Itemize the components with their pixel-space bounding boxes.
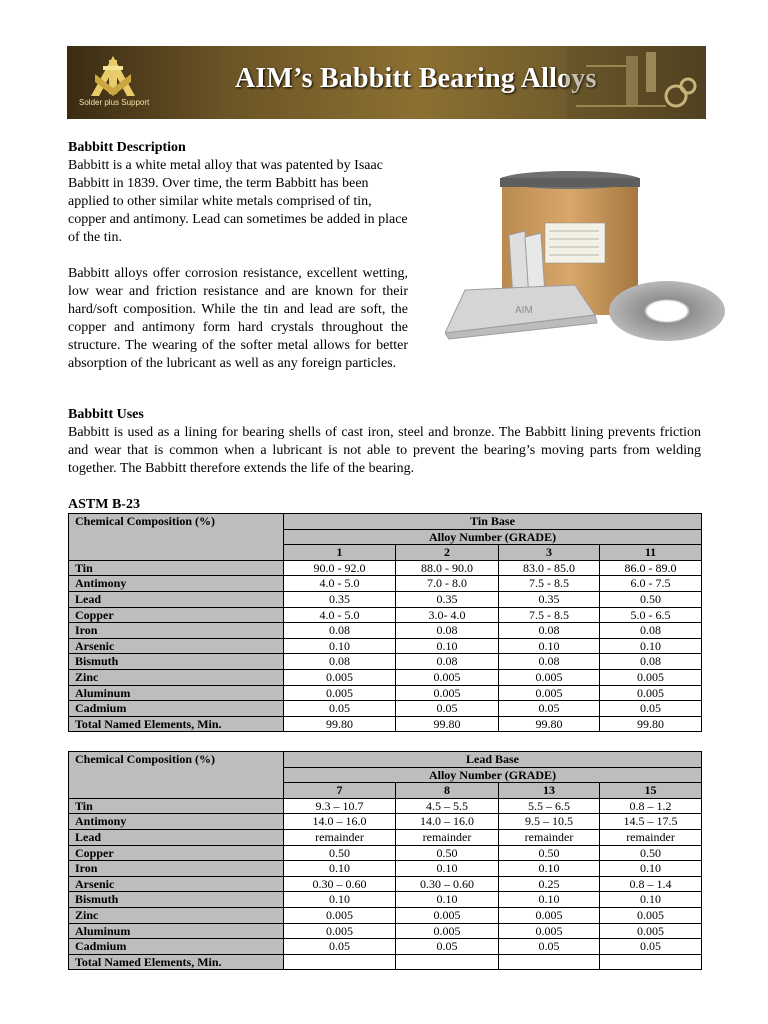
table-cell: 0.10 [499, 892, 600, 908]
table-cell: remainder [396, 829, 499, 845]
table-cell: 99.80 [600, 716, 702, 732]
grade-header: 11 [600, 545, 702, 561]
table-cell: 0.08 [600, 623, 702, 639]
table-cell: 0.25 [499, 876, 600, 892]
table-cell: 0.8 – 1.4 [600, 876, 702, 892]
table-row [69, 607, 702, 623]
table-cell: 4.5 – 5.5 [396, 798, 499, 814]
table-cell: 0.005 [499, 923, 600, 939]
element-label: Arsenic [69, 876, 284, 892]
table-cell: remainder [600, 829, 702, 845]
element-label: Iron [69, 861, 284, 877]
alloy-number-header: Alloy Number (GRADE) [284, 767, 702, 783]
uses-heading: Babbitt Uses [68, 407, 144, 422]
table-cell: 0.05 [499, 701, 600, 717]
base-header: Tin Base [284, 514, 702, 530]
table-row [69, 716, 702, 732]
table-row [69, 923, 702, 939]
logo-tagline: Solder plus Support [79, 98, 150, 107]
grade-header: 15 [600, 783, 702, 799]
table-cell: 0.10 [396, 892, 499, 908]
table-cell: 5.0 - 6.5 [600, 607, 702, 623]
table-cell: 0.005 [600, 685, 702, 701]
element-label: Total Named Elements, Min. [69, 716, 284, 732]
element-label: Copper [69, 607, 284, 623]
table-cell: 0.10 [499, 861, 600, 877]
table-cell: 0.08 [499, 623, 600, 639]
table-cell: 0.005 [600, 907, 702, 923]
element-label: Arsenic [69, 638, 284, 654]
table-cell: 0.05 [396, 701, 499, 717]
element-label: Antimony [69, 576, 284, 592]
element-label: Lead [69, 829, 284, 845]
table-row [69, 892, 702, 908]
table-cell [600, 954, 702, 970]
uses-paragraph: Babbitt is used as a lining for bearing shells of cast iron, steel and bronze. The Babbitt lining prevents friction and wear that is common when a lubricant is not able to prevent the bearing’s moving parts from welding together. The Babbitt therefore extends the life of the bearing. [68, 425, 701, 476]
table-cell: 99.80 [396, 716, 499, 732]
table-cell: 0.05 [284, 701, 396, 717]
element-label: Zinc [69, 669, 284, 685]
grade-header: 8 [396, 783, 499, 799]
table-cell [396, 954, 499, 970]
table-cell: 6.0 - 7.5 [600, 576, 702, 592]
table-row [69, 591, 702, 607]
table-cell: 88.0 - 90.0 [396, 560, 499, 576]
table-cell: 0.08 [396, 654, 499, 670]
table-cell: 0.50 [600, 591, 702, 607]
table-cell: 0.30 – 0.60 [284, 876, 396, 892]
element-label: Iron [69, 623, 284, 639]
table-cell: 0.005 [600, 923, 702, 939]
table-cell: 0.50 [499, 845, 600, 861]
table-cell: 3.0- 4.0 [396, 607, 499, 623]
element-label: Cadmium [69, 701, 284, 717]
table-cell: 0.50 [600, 845, 702, 861]
table-cell: 0.005 [284, 923, 396, 939]
table-row [69, 685, 702, 701]
table-cell: 0.08 [284, 654, 396, 670]
table-row [69, 876, 702, 892]
lead-base-table [68, 751, 702, 970]
table-cell: 0.50 [396, 845, 499, 861]
table-cell: 0.005 [396, 923, 499, 939]
element-label: Bismuth [69, 892, 284, 908]
table-cell: 0.05 [600, 701, 702, 717]
element-label: Tin [69, 798, 284, 814]
table-cell: 99.80 [284, 716, 396, 732]
table-cell: 14.0 – 16.0 [396, 814, 499, 830]
table-cell: 7.5 - 8.5 [499, 576, 600, 592]
table-row [69, 861, 702, 877]
element-label: Lead [69, 591, 284, 607]
table-cell: 5.5 – 6.5 [499, 798, 600, 814]
table-row [69, 798, 702, 814]
table-cell: 0.005 [284, 685, 396, 701]
table-cell: 0.10 [284, 638, 396, 654]
table-cell: 0.005 [284, 669, 396, 685]
table-cell: 0.05 [499, 939, 600, 955]
table-cell: 0.005 [396, 907, 499, 923]
table-cell: 0.005 [396, 669, 499, 685]
description-paragraph-2: Babbitt alloys offer corrosion resistance, excellent wetting, low wear and friction resistance and are known for their hard/soft composition. While the tin and lead are soft, the copper and antimony form hard crystals throughout the structure. The wearing of the softer metal allows for better absorption of the lubricant as well as any foreign particles. [68, 266, 408, 371]
table-cell: 0.50 [284, 845, 396, 861]
table-cell: 0.005 [499, 907, 600, 923]
table-cell: 4.0 - 5.0 [284, 576, 396, 592]
circuit-decoration-icon [566, 46, 706, 119]
table-cell: 0.8 – 1.2 [600, 798, 702, 814]
table-cell: 0.05 [600, 939, 702, 955]
table-cell [284, 954, 396, 970]
table-cell: 9.3 – 10.7 [284, 798, 396, 814]
element-label: Tin [69, 560, 284, 576]
table-cell: 0.08 [284, 623, 396, 639]
table-row [69, 654, 702, 670]
table-cell: 0.08 [499, 654, 600, 670]
grade-header: 7 [284, 783, 396, 799]
table-row [69, 814, 702, 830]
element-label: Zinc [69, 907, 284, 923]
table-corner-header: Chemical Composition (%) [69, 752, 284, 799]
table-row [69, 845, 702, 861]
table-cell: 0.005 [499, 685, 600, 701]
table-cell: 14.5 – 17.5 [600, 814, 702, 830]
table-cell [499, 954, 600, 970]
grade-header: 13 [499, 783, 600, 799]
element-label: Aluminum [69, 685, 284, 701]
table-cell: 99.80 [499, 716, 600, 732]
table-cell: 0.10 [600, 861, 702, 877]
astm-heading: ASTM B-23 [68, 497, 140, 512]
table-cell: remainder [284, 829, 396, 845]
table-cell: 83.0 - 85.0 [499, 560, 600, 576]
element-label: Copper [69, 845, 284, 861]
table-cell: 0.10 [284, 861, 396, 877]
table-cell: 0.10 [396, 861, 499, 877]
table-row [69, 954, 702, 970]
element-label: Bismuth [69, 654, 284, 670]
element-label: Cadmium [69, 939, 284, 955]
page-title: AIM’s Babbitt Bearing Alloys [235, 63, 597, 94]
table-cell: 0.005 [284, 907, 396, 923]
table-cell: 7.5 - 8.5 [499, 607, 600, 623]
table-cell: 0.35 [396, 591, 499, 607]
grade-header: 3 [499, 545, 600, 561]
table-corner-header: Chemical Composition (%) [69, 514, 284, 561]
table-cell: 0.35 [499, 591, 600, 607]
table-row [69, 638, 702, 654]
table-cell: 4.0 - 5.0 [284, 607, 396, 623]
table-cell: 0.10 [600, 638, 702, 654]
element-label: Aluminum [69, 923, 284, 939]
header-banner [67, 46, 706, 119]
table-cell: 14.0 – 16.0 [284, 814, 396, 830]
alloy-number-header: Alloy Number (GRADE) [284, 529, 702, 545]
table-cell: 0.10 [284, 892, 396, 908]
table-cell: 0.35 [284, 591, 396, 607]
table-cell: 0.05 [284, 939, 396, 955]
table-cell: 0.08 [600, 654, 702, 670]
table-cell: 0.005 [499, 669, 600, 685]
table-row [69, 907, 702, 923]
product-photo [445, 165, 725, 345]
description-paragraph-1: Babbitt is a white metal alloy that was patented by Isaac Babbitt in 1839. Over time, the term Babbitt has been applied to other similar white metals comprised of tin, copper and antimony. Lead can sometimes be added in place of the tin. [68, 158, 408, 245]
table-row [69, 623, 702, 639]
table-cell: 86.0 - 89.0 [600, 560, 702, 576]
table-row [69, 939, 702, 955]
table-row [69, 829, 702, 845]
table-row [69, 701, 702, 717]
grade-header: 1 [284, 545, 396, 561]
table-cell: 0.30 – 0.60 [396, 876, 499, 892]
ingot-label: AIM [515, 305, 533, 316]
table-cell: 90.0 - 92.0 [284, 560, 396, 576]
table-cell: remainder [499, 829, 600, 845]
table-cell: 9.5 – 10.5 [499, 814, 600, 830]
tin-base-table [68, 513, 702, 732]
table-row [69, 560, 702, 576]
description-heading: Babbitt Description [68, 140, 186, 155]
element-label: Total Named Elements, Min. [69, 954, 284, 970]
grade-header: 2 [396, 545, 499, 561]
table-cell: 0.08 [396, 623, 499, 639]
table-cell: 0.10 [499, 638, 600, 654]
table-row [69, 669, 702, 685]
table-cell: 0.10 [600, 892, 702, 908]
table-cell: 0.005 [396, 685, 499, 701]
base-header: Lead Base [284, 752, 702, 768]
table-row [69, 576, 702, 592]
table-cell: 7.0 - 8.0 [396, 576, 499, 592]
table-cell: 0.10 [396, 638, 499, 654]
table-cell: 0.05 [396, 939, 499, 955]
table-cell: 0.005 [600, 669, 702, 685]
element-label: Antimony [69, 814, 284, 830]
